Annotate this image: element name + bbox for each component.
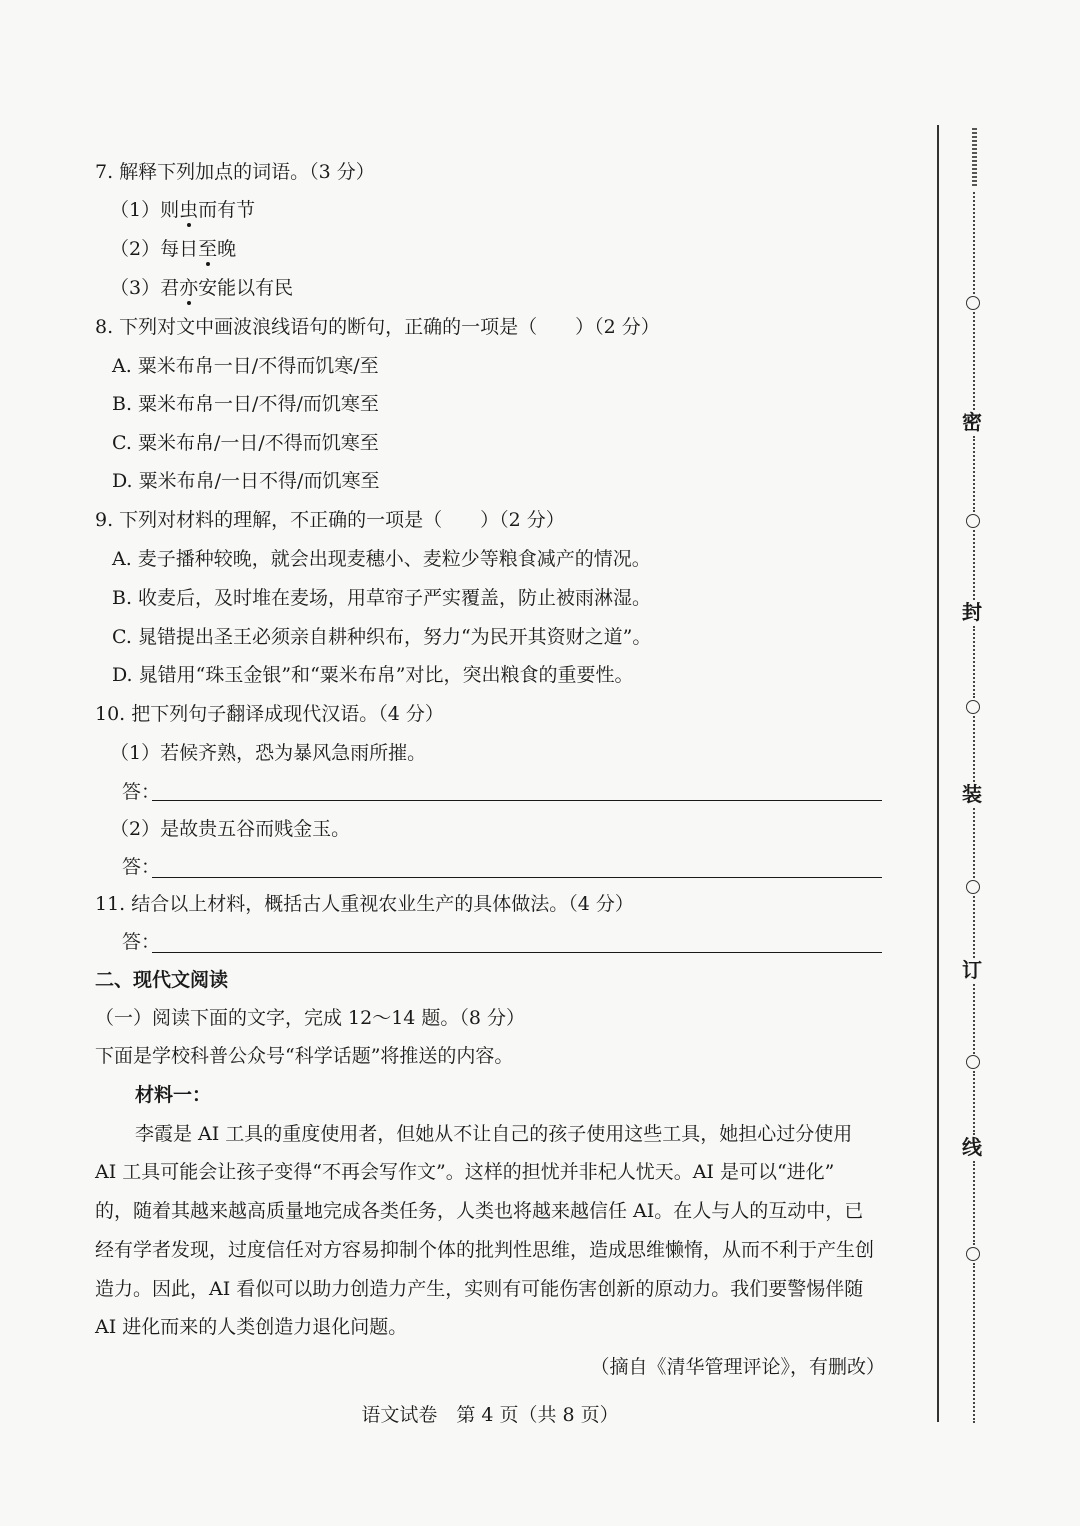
q7-item-3-dotted-word: 亦 (179, 277, 199, 299)
q7-item-1-dotted-word: 虫 (179, 199, 199, 221)
q9-option-b: B. 收麦后，及时堆在麦场，用草帘子严实覆盖，防止被雨淋湿。 (112, 587, 652, 609)
q7-item-2-dotted-word: 至 (198, 238, 218, 260)
material-paragraph-line-1: 李霞是 AI 工具的重度使用者，但她从不让自己的孩子使用这些工具，她担心过分使用 (135, 1123, 853, 1145)
q8-option-b: B. 粟米布帛一日/不得/而饥寒至 (112, 393, 379, 415)
seal-char-zhuang: 装 (962, 782, 982, 806)
seal-circle (966, 296, 980, 310)
q10-sentence-2: （2）是故贵五谷而贱金玉。 (110, 818, 351, 840)
material-paragraph-line-4: 经有学者发现，过度信任对方容易抑制个体的批判性思维，造成思维懒惰，从而不利于产生创 (95, 1239, 875, 1261)
q9-option-d: D. 晁错用“珠玉金银”和“粟米布帛”对比，突出粮食的重要性。 (112, 664, 634, 686)
seal-dotted-segment (973, 1161, 975, 1245)
seal-circle (966, 880, 980, 894)
section2-intro: 下面是学校科普公众号“科学话题”将推送的内容。 (95, 1045, 514, 1067)
seal-dotted-segment (973, 716, 975, 782)
q9-option-a: A. 麦子播种较晚，就会出现麦穗小、麦粒少等粮食减产的情况。 (112, 548, 651, 570)
q7-item-2-pre: （2）每日 (110, 238, 199, 260)
seal-dotted-segment (973, 436, 975, 512)
seal-dotted-segment (973, 192, 975, 294)
seal-circle (966, 514, 980, 528)
seal-dotted-segment (973, 984, 975, 1054)
seal-circle (966, 1247, 980, 1261)
seal-dotted-segment (973, 1263, 975, 1423)
q7-item-2-post: 晚 (217, 238, 237, 260)
q9-title: 9. 下列对材料的理解，不正确的一项是（ ）（2 分） (95, 509, 565, 531)
q7-item-1 (110, 201, 255, 220)
q7-item-3 (110, 279, 293, 298)
material-paragraph-line-2: AI 工具可能会让孩子变得“不再会写作文”。这样的担忧并非杞人忧天。AI 是可以“进化” (95, 1161, 835, 1183)
seal-dotted-segment (973, 530, 975, 600)
material-paragraph-line-6: AI 进化而来的人类创造力退化问题。 (95, 1316, 408, 1338)
seal-dotted-segment (973, 1071, 975, 1135)
q11-title: 11. 结合以上材料，概括古人重视农业生产的具体做法。（4 分） (95, 893, 634, 915)
seal-dotted-segment (973, 312, 975, 410)
q7-item-2 (110, 240, 236, 259)
q10-title: 10. 把下列句子翻译成现代汉语。（4 分） (95, 703, 444, 725)
q10-answer-1-line[interactable] (152, 800, 882, 801)
q11-answer-line[interactable] (152, 952, 882, 953)
source-citation: （摘自《清华管理评论》，有删改） (590, 1356, 885, 1378)
q10-sentence-1: （1）若候齐熟，恐为暴风急雨所摧。 (110, 742, 427, 764)
material-paragraph-line-5: 造力。因此，AI 看似可以助力创造力产生，实则有可能伤害创新的原动力。我们要警惕伴随 (95, 1278, 864, 1300)
seal-char-xian: 线 (962, 1135, 982, 1159)
page-footer: 语文试卷 第 4 页（共 8 页） (361, 1404, 619, 1426)
material-paragraph-line-3: 的，随着其越来越高质量地完成各类任务，人类也将越来越信任 AI。在人与人的互动中，已 (95, 1200, 864, 1222)
q10-answer-1-label: 答： (122, 781, 161, 803)
q7-item-3-pre: （3）君 (110, 277, 180, 299)
q8-option-a: A. 粟米布帛一日/不得而饥寒/至 (112, 355, 379, 377)
q8-option-c: C. 粟米布帛/一日/不得而饥寒至 (112, 432, 379, 454)
q10-answer-2-label: 答： (122, 856, 161, 878)
section2-heading: 二、现代文阅读 (95, 969, 229, 991)
seal-dotted-segment (973, 896, 975, 958)
q9-option-c: C. 晁错提出圣王必须亲自耕种织布，努力“为民开其资财之道”。 (112, 626, 652, 648)
q10-answer-2-line[interactable] (152, 877, 882, 878)
q7-title: 7. 解释下列加点的词语。（3 分） (95, 161, 375, 183)
section2-subheading: （一）阅读下面的文字，完成 12～14 题。（8 分） (95, 1007, 526, 1029)
q8-option-d: D. 粟米布帛/一日不得/而饥寒至 (112, 470, 380, 492)
seal-circle (966, 700, 980, 714)
seal-char-feng: 封 (962, 600, 982, 624)
q7-item-1-pre: （1）则 (110, 199, 180, 221)
q11-answer-label: 答： (122, 931, 161, 953)
q8-title: 8. 下列对文中画波浪线语句的断句，正确的一项是（ ）（2 分） (95, 316, 660, 338)
seal-char-ding: 订 (962, 958, 982, 982)
seal-char-mi: 密 (962, 410, 982, 434)
q7-item-3-post: 安能以有民 (198, 277, 294, 299)
seal-dotted-segment (973, 808, 975, 878)
seal-circle (966, 1055, 980, 1069)
material-label: 材料一： (135, 1084, 212, 1106)
seal-dotted-segment (973, 626, 975, 698)
q7-item-1-post: 而有节 (198, 199, 256, 221)
binding-margin-rule (937, 125, 939, 1422)
binding-margin-dots (972, 128, 977, 188)
